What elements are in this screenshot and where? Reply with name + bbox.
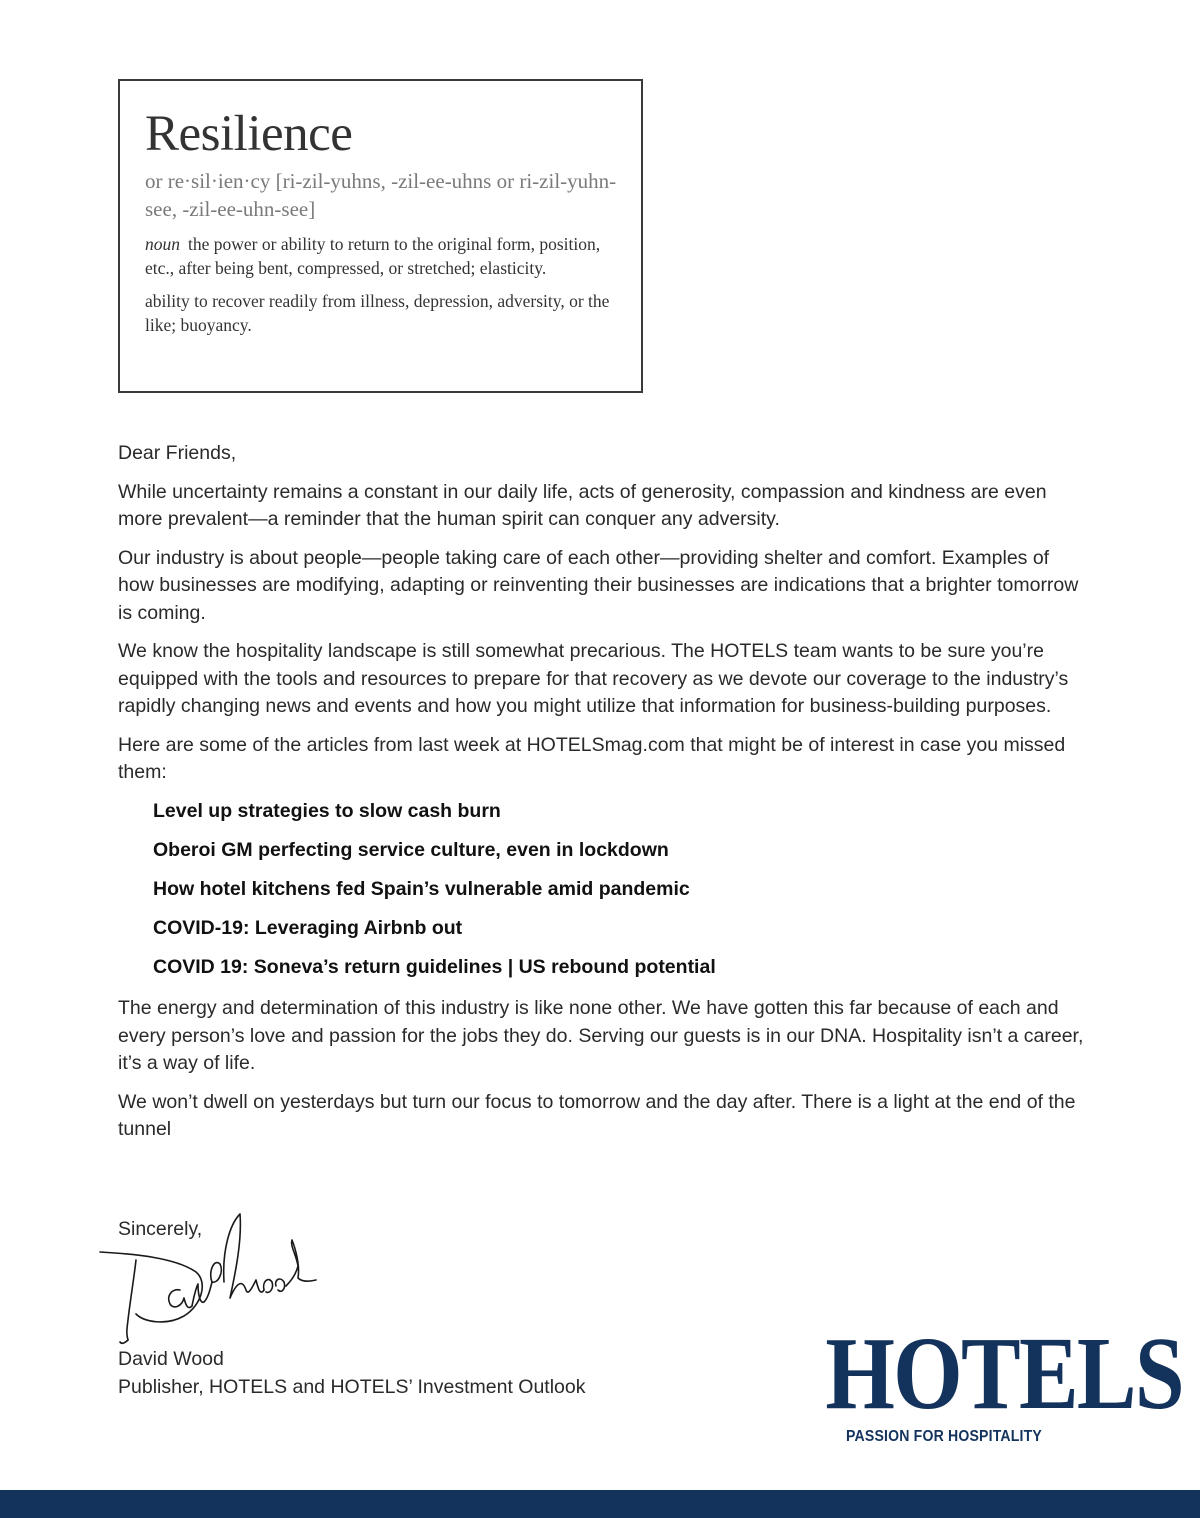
- definition-sense-1-text: the power or ability to return to the original form, position, etc., after being bent, compressed, or stretched; elasticity.: [145, 234, 601, 278]
- paragraph: We won’t dwell on yesterdays but turn our focus to tomorrow and the day after. There is a light at the end of the tunnel: [118, 1090, 1076, 1140]
- salutation: Dear Friends,: [118, 442, 237, 464]
- letter-body: [118, 440, 1088, 1155]
- definition-box: [118, 79, 643, 393]
- logo-tagline: PASSION FOR HOSPITALITY: [846, 1428, 1042, 1445]
- definition-word: Resilience: [145, 106, 353, 162]
- definition-sense-2: ability to recover readily from illness, depression, adversity, or the like; buoyancy.: [145, 291, 610, 335]
- paragraph: Here are some of the articles from last week at HOTELSmag.com that might be of interest in case you missed them:: [118, 733, 1066, 783]
- paragraph: Our industry is about people—people taking care of each other—providing shelter and comfort. Examples of how businesses are modifying, adapting or reinventing their businesses are indications that a brighter tomorrow is coming.: [118, 546, 1079, 624]
- definition-pronunciation: or re·sil·ien·cy [ri-zil-yuhns, -zil-ee-uhns or ri-zil-yuhn-see, -zil-ee-uhn-see]: [145, 169, 617, 221]
- author-name: David Wood: [118, 1348, 224, 1370]
- article-link[interactable]: Level up strategies to slow cash burn: [153, 799, 501, 822]
- hotels-logo: [806, 1316, 1183, 1452]
- article-list: [118, 798, 1088, 982]
- footer-bar: [0, 1490, 1200, 1518]
- sign-off: Sincerely,: [118, 1218, 203, 1240]
- definition-sense-1: [145, 233, 617, 280]
- article-link[interactable]: Oberoi GM perfecting service culture, even in lockdown: [153, 838, 669, 861]
- signature-block: [118, 1345, 586, 1401]
- definition-part-of-speech: noun: [145, 234, 180, 254]
- article-link[interactable]: COVID-19: Leveraging Airbnb out: [153, 916, 463, 939]
- paragraph: We know the hospitality landscape is still somewhat precarious. The HOTELS team wants to be sure you’re equipped with the tools and resources to prepare for that recovery as we devote our coverage to the industry’s rapidly changing news and events and how you might utilize that information for business-building purposes.: [118, 640, 1069, 717]
- article-link[interactable]: COVID 19: Soneva’s return guidelines | US rebound potential: [153, 955, 716, 978]
- handwritten-signature: [96, 1210, 326, 1350]
- logo-wordmark: HOTELS: [825, 1316, 1183, 1431]
- article-link[interactable]: How hotel kitchens fed Spain’s vulnerable amid pandemic: [153, 877, 690, 900]
- author-title: Publisher, HOTELS and HOTELS’ Investment Outlook: [118, 1376, 586, 1398]
- paragraph: The energy and determination of this industry is like none other. We have gotten this far because of each and every person’s love and passion for the jobs they do. Serving our guests is in our DNA. Hospitality isn’t a career, it’s a way of life.: [118, 997, 1084, 1074]
- paragraph: While uncertainty remains a constant in our daily life, acts of generosity, compassion and kindness are even more prevalent—a reminder that the human spirit can conquer any adversity.: [118, 480, 1047, 530]
